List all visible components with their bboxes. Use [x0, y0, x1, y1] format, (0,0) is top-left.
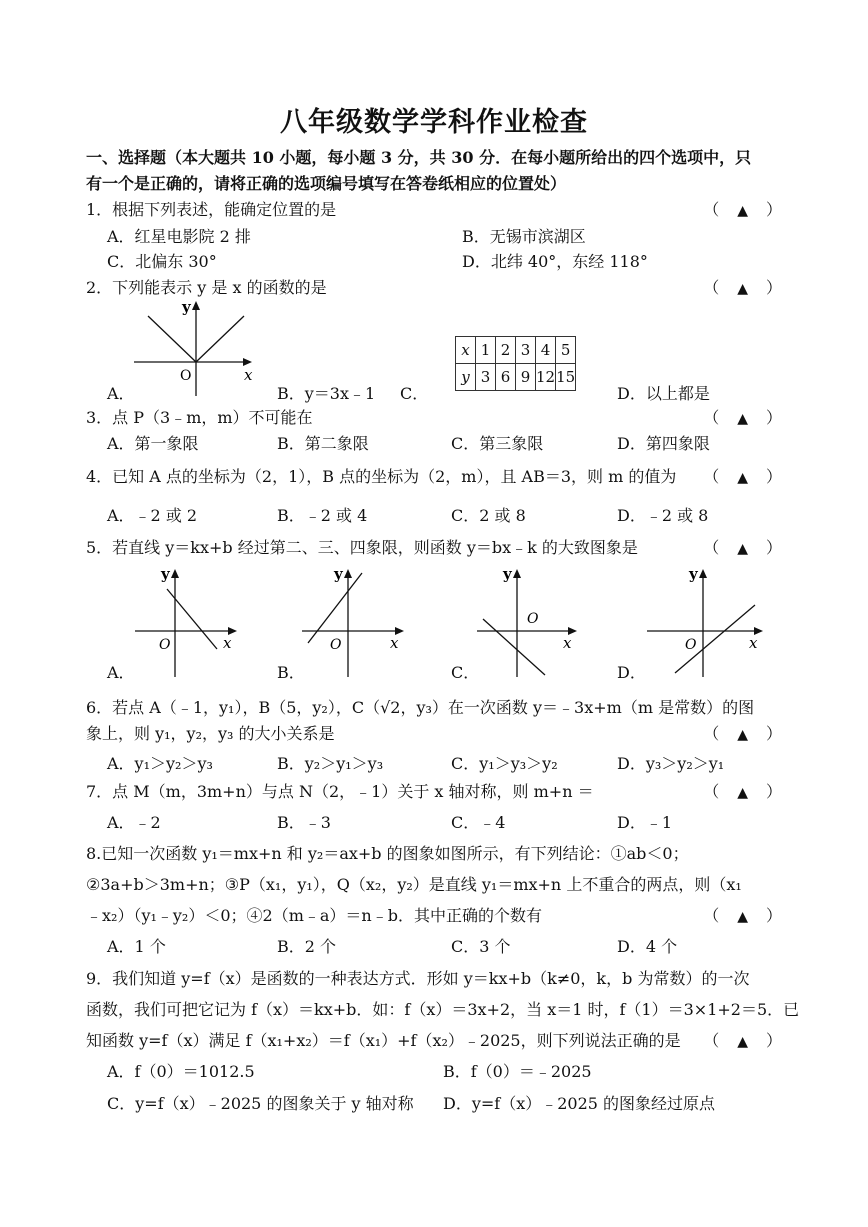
q9-stem-line3: 知函数 y=f（x）满足 f（x₁+x₂）＝f（x₁）+f（x₂）﹣2025，则下列说法正确的是 [86, 1031, 681, 1050]
q2-option-b: B．y＝3x﹣1 [277, 384, 376, 403]
q5c-y-label: y [503, 565, 512, 583]
q2-graph-x-label: x [244, 366, 253, 384]
q1-option-b: B．无锡市滨湖区 [462, 227, 586, 246]
q4-option-c: C．2 或 8 [451, 506, 526, 525]
table-cell: 12 [536, 364, 556, 391]
q8-stem-line1: 8.已知一次函数 y₁＝mx+n 和 y₂＝ax+b 的图象如图所示，有下列结论：①ab＜0； [86, 844, 689, 863]
q4-option-b: B．﹣2 或 4 [277, 506, 368, 525]
q5-graph-c [475, 565, 585, 680]
q3-option-c: C．第三象限 [451, 434, 544, 453]
table-cell: 3 [516, 337, 536, 364]
q2-answer-slot: （ ▲ ） [703, 278, 782, 297]
q2-option-d: D．以上都是 [617, 384, 710, 403]
q1-answer-slot: （ ▲ ） [703, 200, 782, 219]
q9-answer-slot: （ ▲ ） [703, 1031, 782, 1050]
q6-option-c: C．y₁＞y₃＞y₂ [451, 754, 558, 773]
q5-graph-b [300, 565, 410, 680]
q3-stem: 3．点 P（3﹣m，m）不可能在 [86, 408, 313, 427]
table-cell: 5 [556, 337, 576, 364]
q7-option-b: B．﹣3 [277, 813, 331, 832]
q5a-x-label: x [223, 634, 232, 652]
q5-option-c: C． [451, 663, 480, 682]
q5c-origin-label: O [527, 611, 539, 627]
q5b-y-label: y [334, 565, 343, 583]
q2-table-row-y [456, 364, 576, 391]
table-cell: 9 [516, 364, 536, 391]
q2-option-a: A． [107, 384, 135, 403]
table-cell: 6 [496, 364, 516, 391]
q5b-origin-label: O [330, 637, 342, 653]
q8-answer-slot: （ ▲ ） [703, 906, 782, 925]
section-heading-line1: 一、选择题（本大题共 10 小题，每小题 3 分，共 30 分．在每小题所给出的四个选项中，只 [86, 148, 752, 167]
q8-option-d: D．4 个 [617, 937, 678, 956]
q5a-y-label: y [161, 565, 170, 583]
q8-option-b: B．2 个 [277, 937, 337, 956]
q9-stem-line2: 函数，我们可把它记为 f（x）＝kx+b．如：f（x）＝3x+2，当 x＝1 时，f（1）＝3×1+2＝5．已 [86, 1000, 800, 1019]
table-cell: x [456, 337, 476, 364]
q4-option-a: A．﹣2 或 2 [107, 506, 198, 525]
q5-option-b: B． [277, 663, 305, 682]
q2-graph-origin-label: O [180, 368, 192, 384]
q9-option-a: A．f（0）＝1012.5 [107, 1062, 255, 1081]
q3-option-a: A．第一象限 [107, 434, 199, 453]
q5-option-a: A． [107, 663, 135, 682]
q4-option-d: D．﹣2 或 8 [617, 506, 709, 525]
q3-option-d: D．第四象限 [617, 434, 710, 453]
q6-answer-slot: （ ▲ ） [703, 724, 782, 743]
q5-graph-a [133, 565, 243, 680]
q8-option-c: C．3 个 [451, 937, 511, 956]
q3-option-b: B．第二象限 [277, 434, 369, 453]
table-cell: 15 [556, 364, 576, 391]
q2-graph-a [130, 298, 260, 398]
q6-option-b: B．y₂＞y₁＞y₃ [277, 754, 384, 773]
q1-option-c: C．北偏东 30° [107, 252, 217, 271]
table-cell: y [456, 364, 476, 391]
q3-answer-slot: （ ▲ ） [703, 408, 782, 427]
q5d-origin-label: O [685, 637, 697, 653]
q2-table-row-x [456, 337, 576, 364]
q1-option-a: A．红星电影院 2 排 [107, 227, 251, 246]
q2-option-c: C． [400, 384, 429, 403]
q1-option-d: D．北纬 40°，东经 118° [462, 252, 648, 271]
q2-xy-table [455, 336, 576, 391]
q1-stem: 1．根据下列表述，能确定位置的是 [86, 200, 337, 219]
q6-stem-line1: 6．若点 A（﹣1，y₁），B（5，y₂），C（√2，y₃）在一次函数 y＝﹣3x+m（m 是常数）的图 [86, 698, 755, 717]
table-cell: 4 [536, 337, 556, 364]
q7-option-c: C．﹣4 [451, 813, 506, 832]
q7-stem: 7．点 M（m，3m+n）与点 N（2，﹣1）关于 x 轴对称，则 m+n ＝ [86, 782, 594, 801]
q8-stem-line2: ②3a+b＞3m+n；③P（x₁，y₁），Q（x₂，y₂）是直线 y₁＝mx+n 上不重合的两点，则（x₁ [86, 875, 742, 894]
q7-option-a: A．﹣2 [107, 813, 161, 832]
q9-option-b: B．f（0）＝﹣2025 [443, 1062, 592, 1081]
q9-stem-line1: 9．我们知道 y=f（x）是函数的一种表达方式．形如 y＝kx+b（k≠0，k，b 为常数）的一次 [86, 969, 750, 988]
q2-stem: 2．下列能表示 y 是 x 的函数的是 [86, 278, 327, 297]
q6-stem-line2: 象上，则 y₁，y₂，y₃ 的大小关系是 [86, 724, 335, 743]
section-heading-line2: 有一个是正确的，请将正确的选项编号填写在答卷纸相应的位置处） [86, 174, 567, 193]
page-title: 八年级数学学科作业检查 [280, 107, 588, 138]
q9-option-d: D．y=f（x）﹣2025 的图象经过原点 [443, 1094, 716, 1113]
q5c-x-label: x [563, 634, 572, 652]
table-cell: 3 [476, 364, 496, 391]
table-cell: 2 [496, 337, 516, 364]
q5-answer-slot: （ ▲ ） [703, 538, 782, 557]
q9-option-c: C．y=f（x）﹣2025 的图象关于 y 轴对称 [107, 1094, 414, 1113]
q5-option-d: D． [617, 663, 646, 682]
q5d-y-label: y [689, 565, 698, 583]
q2-graph-y-label: y [182, 298, 191, 316]
q5d-x-label: x [749, 634, 758, 652]
q7-answer-slot: （ ▲ ） [703, 782, 782, 801]
q8-option-a: A．1 个 [107, 937, 166, 956]
table-cell: 1 [476, 337, 496, 364]
q6-option-a: A．y₁＞y₂＞y₃ [107, 754, 213, 773]
q7-option-d: D．﹣1 [617, 813, 673, 832]
q5-graph-d [645, 565, 770, 680]
q5-stem: 5．若直线 y＝kx+b 经过第二、三、四象限，则函数 y＝bx﹣k 的大致图象是 [86, 538, 638, 557]
q4-answer-slot: （ ▲ ） [703, 467, 782, 486]
q8-stem-line3: ﹣x₂）（y₁﹣y₂）＜0；④2（m﹣a）＝n﹣b．其中正确的个数有 [86, 906, 542, 925]
q4-stem: 4．已知 A 点的坐标为（2，1），B 点的坐标为（2，m），且 AB＝3，则 m 的值为 [86, 467, 677, 486]
q5b-x-label: x [390, 634, 399, 652]
q5a-origin-label: O [159, 637, 171, 653]
q6-option-d: D．y₃＞y₂＞y₁ [617, 754, 725, 773]
